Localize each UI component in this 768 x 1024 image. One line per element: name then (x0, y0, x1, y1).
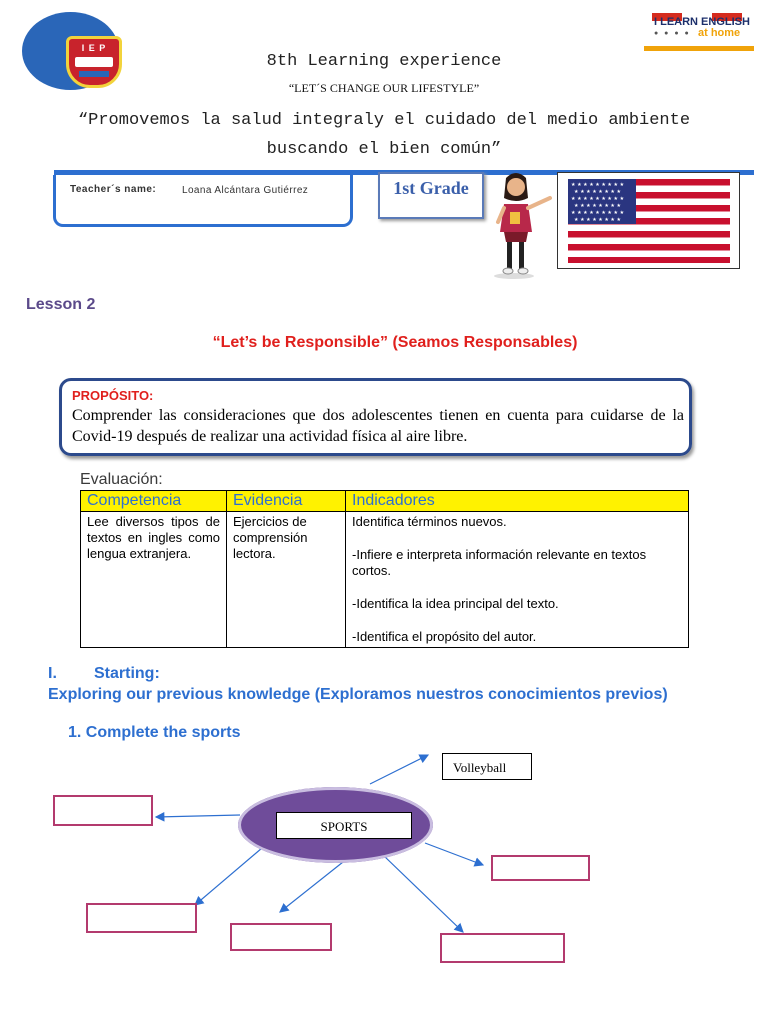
usa-flag-icon (558, 173, 739, 268)
section-heading (48, 665, 160, 683)
proposito-text: Comprender las consideraciones que dos adolescentes tienen en cuenta para cuidarse de la Covid-19 después de realizar una actividad física al aire libre. (72, 407, 684, 445)
logo-band (79, 71, 109, 77)
lesson-label: Lesson 2 (26, 296, 96, 313)
evidencia-cell: Ejercicios de comprensión lectora. (227, 512, 346, 648)
slogan: “Promovemos la salud integraly el cuidado del medio ambiente buscando el bien común” (77, 111, 691, 159)
brand-line1: I LEARN ENGLISH (654, 16, 750, 28)
brand-line2: at home (698, 27, 741, 39)
svg-text:★ ★ ★ ★ ★ ★ ★ ★ ★: ★ ★ ★ ★ ★ ★ ★ ★ ★ (571, 196, 625, 202)
evaluacion-label: Evaluación: (80, 471, 163, 488)
sport-answer-box[interactable] (440, 933, 565, 963)
sport-answer-box[interactable] (230, 923, 332, 951)
evaluation-table (80, 490, 689, 648)
teacher-box (53, 175, 353, 227)
table-header: Evidencia (227, 491, 346, 512)
indicator-item: Identifica términos nuevos. (352, 514, 507, 529)
sport-box-volleyball: Volleyball (442, 753, 532, 780)
indicator-item: -Infiere e interpreta información relevante en textos cortos. (352, 547, 647, 578)
peru-flag-icon (652, 8, 742, 16)
table-header: Indicadores (346, 491, 689, 512)
sport-answer-box[interactable] (53, 795, 153, 826)
page-subtitle: “LET´S CHANGE OUR LIFESTYLE” (288, 81, 480, 95)
sports-center-label: SPORTS (276, 812, 412, 839)
brand-bar (644, 46, 754, 51)
flag-frame (557, 172, 740, 269)
brand-dots-icon: ● ● ● ● (654, 30, 691, 37)
proposito-label: PROPÓSITO: (72, 388, 154, 403)
sport-answer-box[interactable] (86, 903, 197, 933)
svg-text:★ ★ ★ ★ ★ ★ ★ ★: ★ ★ ★ ★ ★ ★ ★ ★ (574, 189, 621, 195)
sport-answer-box[interactable] (491, 855, 590, 881)
teacher-name: Loana Alcántara Gutiérrez (182, 185, 309, 196)
section-subtitle: Exploring our previous knowledge (Exploramos nuestros conocimientos previos) (48, 686, 668, 703)
indicator-item: -Identifica la idea principal del texto. (352, 596, 559, 611)
exercise-instruction: 1. Complete the sports (68, 724, 241, 741)
indicadores-cell (346, 512, 689, 648)
table-header-row (81, 491, 689, 512)
teacher-label: Teacher´s name: (70, 184, 157, 195)
table-header: Competencia (81, 491, 227, 512)
section-number: I. (48, 665, 57, 682)
svg-text:★ ★ ★ ★ ★ ★ ★ ★: ★ ★ ★ ★ ★ ★ ★ ★ (574, 217, 621, 223)
competencia-cell: Lee diversos tipos de textos en ingles como lengua extranjera. (81, 512, 227, 648)
svg-text:★ ★ ★ ★ ★ ★ ★ ★ ★: ★ ★ ★ ★ ★ ★ ★ ★ ★ (571, 182, 625, 188)
section-title: Starting: (94, 665, 160, 682)
school-logo (22, 12, 119, 90)
svg-text:★ ★ ★ ★ ★ ★ ★ ★: ★ ★ ★ ★ ★ ★ ★ ★ (574, 203, 621, 209)
logo-text: I E P (81, 43, 107, 53)
grade-text: 1st Grade (393, 178, 469, 198)
lesson-title: “Let’s be Responsible” (Seamos Responsables) (212, 334, 578, 351)
table-row (81, 512, 689, 648)
page-title: 8th Learning experience (266, 52, 502, 71)
indicator-item: -Identifica el propósito del autor. (352, 629, 537, 644)
svg-text:★ ★ ★ ★ ★ ★ ★ ★ ★: ★ ★ ★ ★ ★ ★ ★ ★ ★ (571, 210, 625, 216)
girl-illustration-icon (488, 170, 560, 280)
